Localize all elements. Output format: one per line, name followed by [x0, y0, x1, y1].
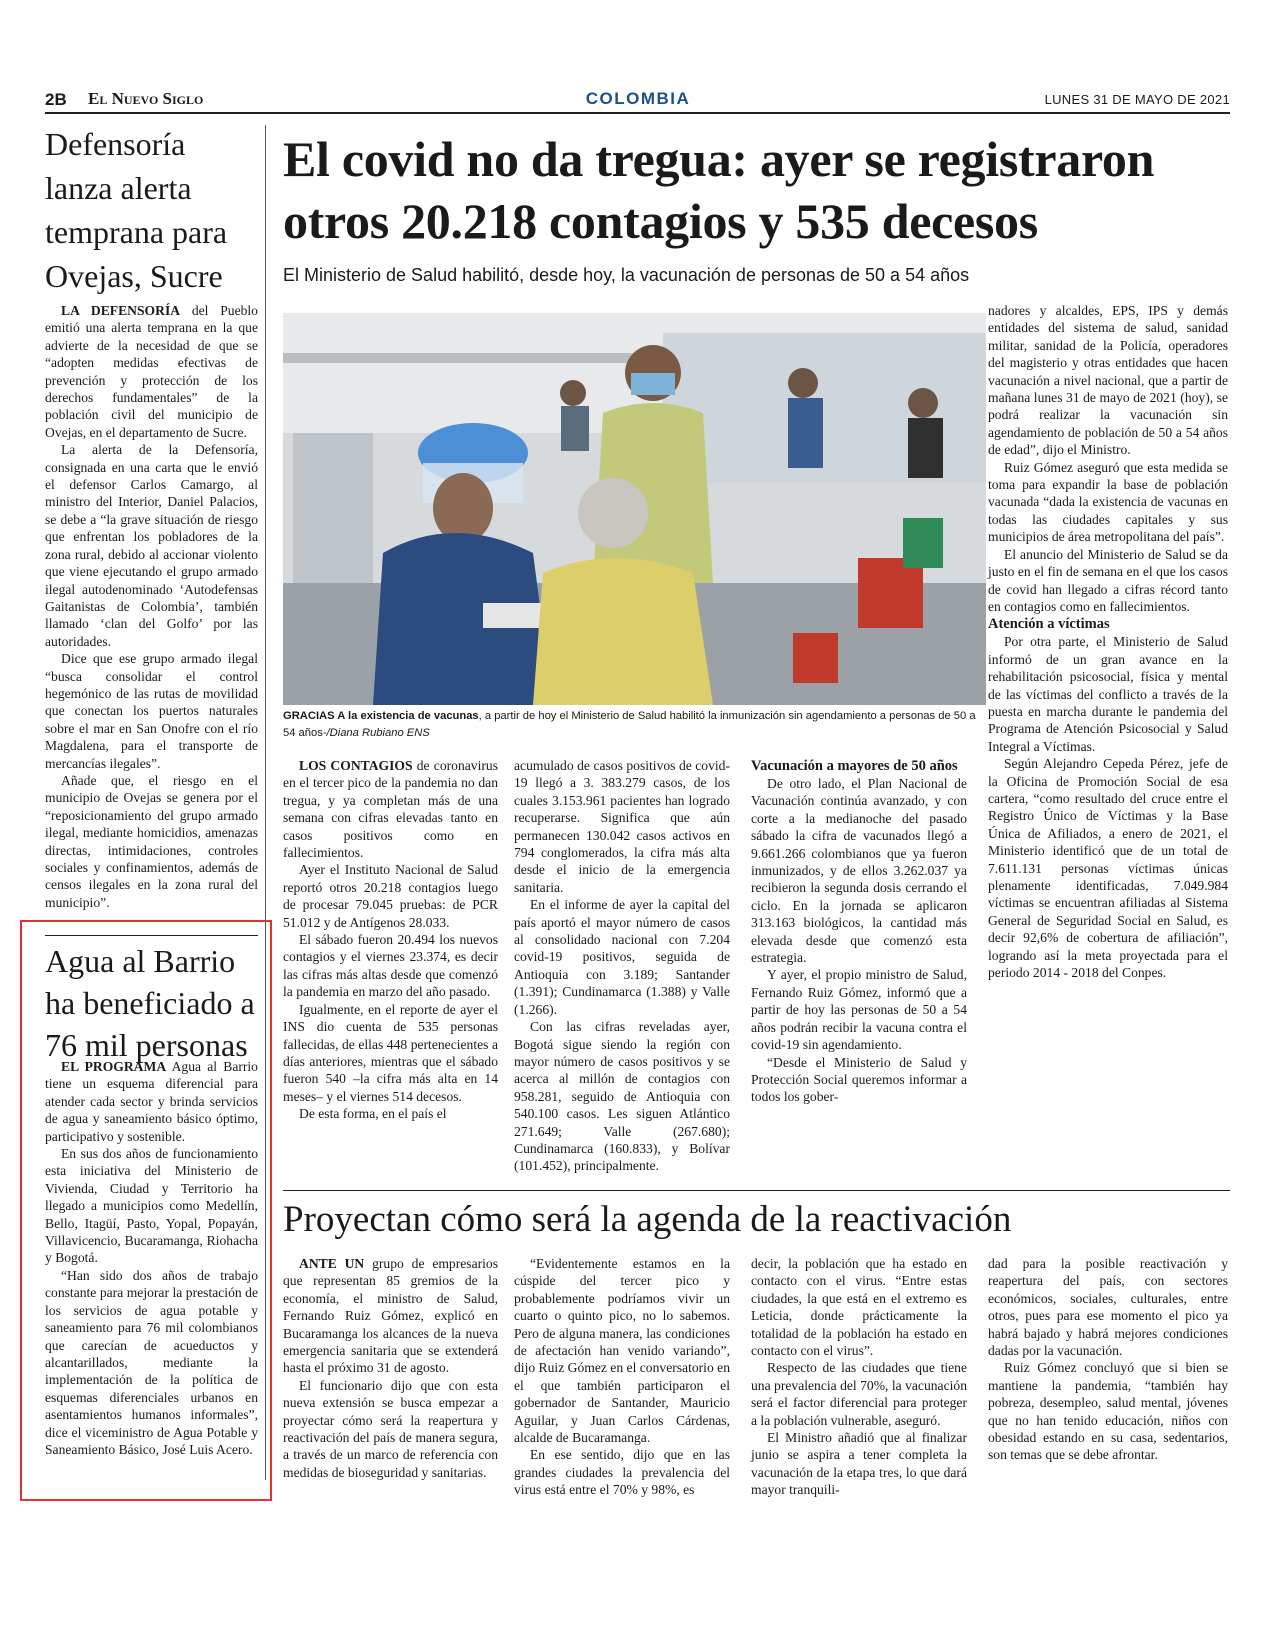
caption-lead: GRACIAS A la existencia de vacunas	[283, 710, 479, 722]
paragraph: Respecto de las ciudades que tiene una prevalencia del 70%, la vacunación será el factor diferencial para proteger a la población vulnerable, aseguró.	[751, 1360, 967, 1428]
paragraph: Según Alejandro Cepeda Pérez, jefe de la Oficina de Promoción Social de esa cartera, “como resultado del cruce entre el Registro Único de Víctimas y la Base Única de Afiliados, a enero de 2021, el Ministerio identificó que de un total de 7.611.131 personas víctimas únicas plenamente identificadas, 7.049.984 víctimas se encuentran afiliadas al Sistema General de Seguridad Social en Salud, es decir 92,6% de cobertura de afiliación”, logrando así la meta proyectada para el periodo 2014 - 2018 del Conpes.	[988, 756, 1228, 981]
left-story-2-body	[45, 1058, 258, 1458]
second-column-4	[988, 1255, 1228, 1464]
main-headline-line-2: otros 20.218 contagios y 535 decesos	[283, 193, 1038, 249]
main-column-2	[514, 757, 730, 1175]
second-story-headline: Proyectan cómo será la agenda de la reactivación	[283, 1199, 1012, 1240]
paragraph: En sus dos años de funcionamiento esta iniciativa del Ministerio de Vivienda, Ciudad y Territorio ha llegado a municipios como Medellín, Bello, Itagüí, Pasto, Yopal, Popayán, Villavicencio, Bucaramanga, Riohacha y Bogotá.	[45, 1146, 258, 1266]
section-title: COLOMBIA	[585, 89, 691, 108]
paragraph: El Ministro añadió que al finalizar junio se aspira a tener completa la vacunación de la etapa tres, lo que dará mayor tranquili-	[751, 1430, 967, 1498]
paragraph: La alerta de la Defensoría, consignada en una carta que le envió el defensor Carlos Camargo, al ministro del Interior, Daniel Palacios, se debe a “la grave situación de riesgo que enfrentan los pobladores de la zona rural, debido al accionar violento que viene ejecutando el grupo armado ilegal autodenominado ‘Autodefensas Gaitanistas de Colombia’, también llamado ‘clan del Golfo’ por las autoridades.	[45, 442, 258, 649]
paragraph: De esta forma, en el país el	[299, 1106, 447, 1122]
paragraph: Y ayer, el propio ministro de Salud, Fernando Ruiz Gómez, informó que a partir de hoy las personas de 50 a 54 años podrán recibir la vacuna contra el covid-19 sin agendamiento.	[751, 967, 967, 1053]
main-headline-line-1: El covid no da tregua: ayer se registraron	[283, 131, 1155, 187]
paragraph: Con las cifras reveladas ayer, Bogotá sigue siendo la región con mayor número de casos positivos y se acerca al millón de contagios con 958.281, seguido de Antioquia con 540.100 casos. Les siguen Atlántico 271.649; Valle (267.680); Cundinamarca (160.833), y Bolívar (101.452), principalmente.	[514, 1019, 730, 1174]
paragraph: Igualmente, en el reporte de ayer el INS dio cuenta de 535 personas fallecidas, de ellas 448 pertenecientes a días anteriores, mientras que el sábado fueron 540 –la cifra más alta en 14 meses– y el viernes 514 decesos.	[283, 1001, 498, 1104]
paragraph: nadores y alcaldes, EPS, IPS y demás entidades del sistema de salud, sanidad militar, sanidad de la Policía, operadores del magisterio y otras entidades que hacen vacunación a nivel nacional, que a partir de mañana lunes 31 de mayo de 2021 (hoy), se podrá realizar la vacunación sin agendamiento de población de 50 a 54 años de edad”, dijo el Ministro.	[988, 303, 1228, 458]
photo-caption	[283, 708, 986, 742]
second-column-2	[514, 1255, 730, 1499]
paragraph: de coronavirus en el tercer pico de la pandemia no dan tregua, y ya completan más de una semana con cifras elevadas tanto en casos positivos como en fallecimientos.	[283, 758, 498, 861]
paragraph: Ruiz Gómez concluyó que si bien se mantiene la pandemia, “también hay pobreza, desempleo, salud mental, jóvenes que no han tenido educación, niños con obesidad estando en su casa, sedentarios, son temas que se debe afrontar.	[988, 1360, 1228, 1463]
paragraph: Dice que ese grupo armado ilegal “busca consolidar el control hegemónico de las rutas de movilidad que conectan los puertos naturales sobre el mar en San Onofre con el río Magdalena, para el transporte de mercancías ilegales”.	[45, 651, 258, 771]
paragraph: Por otra parte, el Ministerio de Salud informó de un gran avance en la rehabilitación psicosocial, física y mental de las víctimas del conflicto a través de la puesta en marcha durante le pandemia del Programa de Atención Psicosocial y Salud Integral a Víctimas.	[988, 634, 1228, 754]
paragraph: “Evidentemente estamos en la cúspide del tercer pico y probablemente podríamos vivir un cuarto o quinto pico, no lo sabemos. Pero de alguna manera, las condiciones de afectación han venido variando”, dijo Ruiz Gómez en el conversatorio en el que también participaron el gobernador de Santander, Mauricio Aguilar, y Juan Carlos Cárdenas, alcalde de Bucaramanga.	[514, 1256, 730, 1446]
paragraph: decir, la población que ha estado en contacto con el virus. “Entre estas ciudades, la que está en el extremo es Leticia, donde prácticamente la totalidad de la población ha estado en contacto con el virus”.	[751, 1256, 967, 1359]
left-story-1-headline: Defensoría lanza alerta temprana para Ovejas, Sucre	[45, 126, 228, 294]
second-story-lead: ANTE UN	[299, 1256, 365, 1271]
vaccination-photo	[283, 313, 986, 705]
photo-illustration	[283, 313, 986, 705]
photo-credit: -/Diana Rubiano ENS	[322, 727, 430, 739]
main-column-1	[283, 757, 498, 1123]
paragraph: El funcionario dijo que con esta nueva extensión se busca empezar a proyectar cómo será la reapertura y reactivación del país de manera segura, a través de un marco de referencia con medidas de bioseguridad y sanitarias.	[283, 1377, 498, 1480]
issue-date: LUNES 31 DE MAYO DE 2021	[1044, 92, 1230, 107]
paragraph: Agua al Barrio tiene un esquema diferencial para atender cada sector y brinda servicios de agua y saneamiento básico óptimo, participativo y sostenible.	[45, 1059, 258, 1144]
left-story-2-headline: Agua al Barrio ha beneficiado a 76 mil personas	[45, 943, 255, 1063]
left-story-1-lead: LA DEFENSORÍA	[61, 303, 181, 318]
page-number: 2B	[45, 90, 67, 109]
paragraph: Añade que, el riesgo en el municipio de Ovejas se genera por el “reposicionamiento del grupo armado ilegal, mediante homicidios, amenazas directas, intimidaciones, controles sociales y confinamientos, además de censos ilegales en la zona rural del municipio”.	[45, 772, 258, 910]
second-column-1	[283, 1255, 498, 1481]
paragraph: En ese sentido, dijo que en las grandes ciudades la prevalencia del virus está entre el 70% y 98%, es	[514, 1447, 730, 1498]
paragraph: “Han sido dos años de trabajo constante para mejorar la prestación de los servicios de agua potable y saneamiento para 76 mil colombianos que carecían de acueductos y alcantarillados, mediante la implementación de la política de esquemas diferenciales urbanos en asentamientos humanos informales”, dice el viceministro de Agua Potable y Saneamiento Básico, José Luis Acero.	[45, 1267, 258, 1457]
masthead-logo: El Nuevo Siglo	[88, 89, 204, 108]
story-rule	[45, 935, 258, 936]
paragraph: El anuncio del Ministerio de Salud se da justo en el fin de semana en el que los casos de covid han llegado a cifras récord tanto en contagios como en fallecimientos.	[988, 546, 1228, 614]
main-column-3	[751, 757, 967, 1106]
paragraph: grupo de empresarios que representan 85 gremios de la economía, el ministro de Salud, Fernando Ruiz Gómez, explicó en Bucaramanga los alcances de la nueva emergencia sanitaria que se extenderá hasta el próximo 31 de agosto.	[283, 1256, 498, 1376]
caption-text: , a partir de hoy el Ministerio de Salud habilitó la inmunización sin agendamiento a personas de 50 a 54 años	[283, 710, 976, 739]
left-story-2-lead: EL PROGRAMA	[61, 1059, 167, 1074]
vaccination-subhead: Vacunación a mayores de 50 años	[751, 758, 958, 774]
main-deck: El Ministerio de Salud habilitó, desde hoy, la vacunación de personas de 50 a 54 años	[283, 265, 970, 285]
second-column-3	[751, 1255, 967, 1499]
paragraph: En el informe de ayer la capital del país aportó el mayor número de casos al consolidado nacional con 7.204 covid-19 positivos, seguida de Antioquia con 3.189; Santander (1.391); Cundinamarca (1.388) y Valle (1.266).	[514, 897, 730, 1017]
header-rule	[45, 112, 1230, 114]
paragraph: dad para la posible reactivación y reapertura del país, con sectores económicos, sociales, culturales, entre otros, pues para ese momento el pico ya habrá bajado y habrá mejores condiciones dadas por la vacunación.	[988, 1256, 1228, 1359]
paragraph: acumulado de casos positivos de covid-19 llegó a 3. 383.279 casos, de los cuales 3.153.961 pacientes han logrado recuperarse. Significa que aún permanecen 130.042 casos activos en 794 conglomerados, la cifra más alta desde el inicio de la emergencia sanitaria.	[514, 758, 730, 895]
paragraph: Ruiz Gómez aseguró que esta medida se toma para expandir la base de población vacunada “dada la existencia de vacunas en todas las ciudades capitales y sus municipios de área metropolitana del país”.	[988, 459, 1228, 545]
paragraph: “Desde el Ministerio de Salud y Protección Social queremos informar a todos los gober-	[751, 1054, 967, 1105]
left-story-1-body	[45, 302, 258, 911]
main-column-4	[988, 302, 1228, 981]
paragraph: El sábado fueron 20.494 los nuevos contagios y el viernes 23.374, es decir las cifras más altas desde que comenzó la pandemia en marzo del año pasado.	[283, 932, 498, 1000]
main-lead: LOS CONTAGIOS	[299, 758, 413, 773]
paragraph: Ayer el Instituto Nacional de Salud reportó otros 20.218 contagios luego de procesar 79.045 pruebas: de PCR 51.012 y de Antígenos 28.033.	[283, 862, 498, 930]
victims-subhead: Atención a víctimas	[988, 616, 1110, 633]
second-story-rule	[283, 1190, 1230, 1191]
paragraph: De otro lado, el Plan Nacional de Vacunación continúa avanzado, y con corte a la medianoche del pasado sábado la cifra de vacunados llegó a 9.661.266 colombianos que ya fueron inmunizados, y de ellos 3.262.037 ya recibieron la segunda dosis cerrando el ciclo. En la jornada se aplicaron 313.163 biológicos, la cantidad más elevada desde que comenzó esta estrategia.	[751, 776, 967, 966]
paragraph: del Pueblo emitió una alerta temprana en la que advierte de la necesidad de que se “adopten medidas efectivas de prevención y protección de los derechos fundamentales” de la población civil del municipio de Ovejas, en el departamento de Sucre.	[45, 303, 258, 440]
